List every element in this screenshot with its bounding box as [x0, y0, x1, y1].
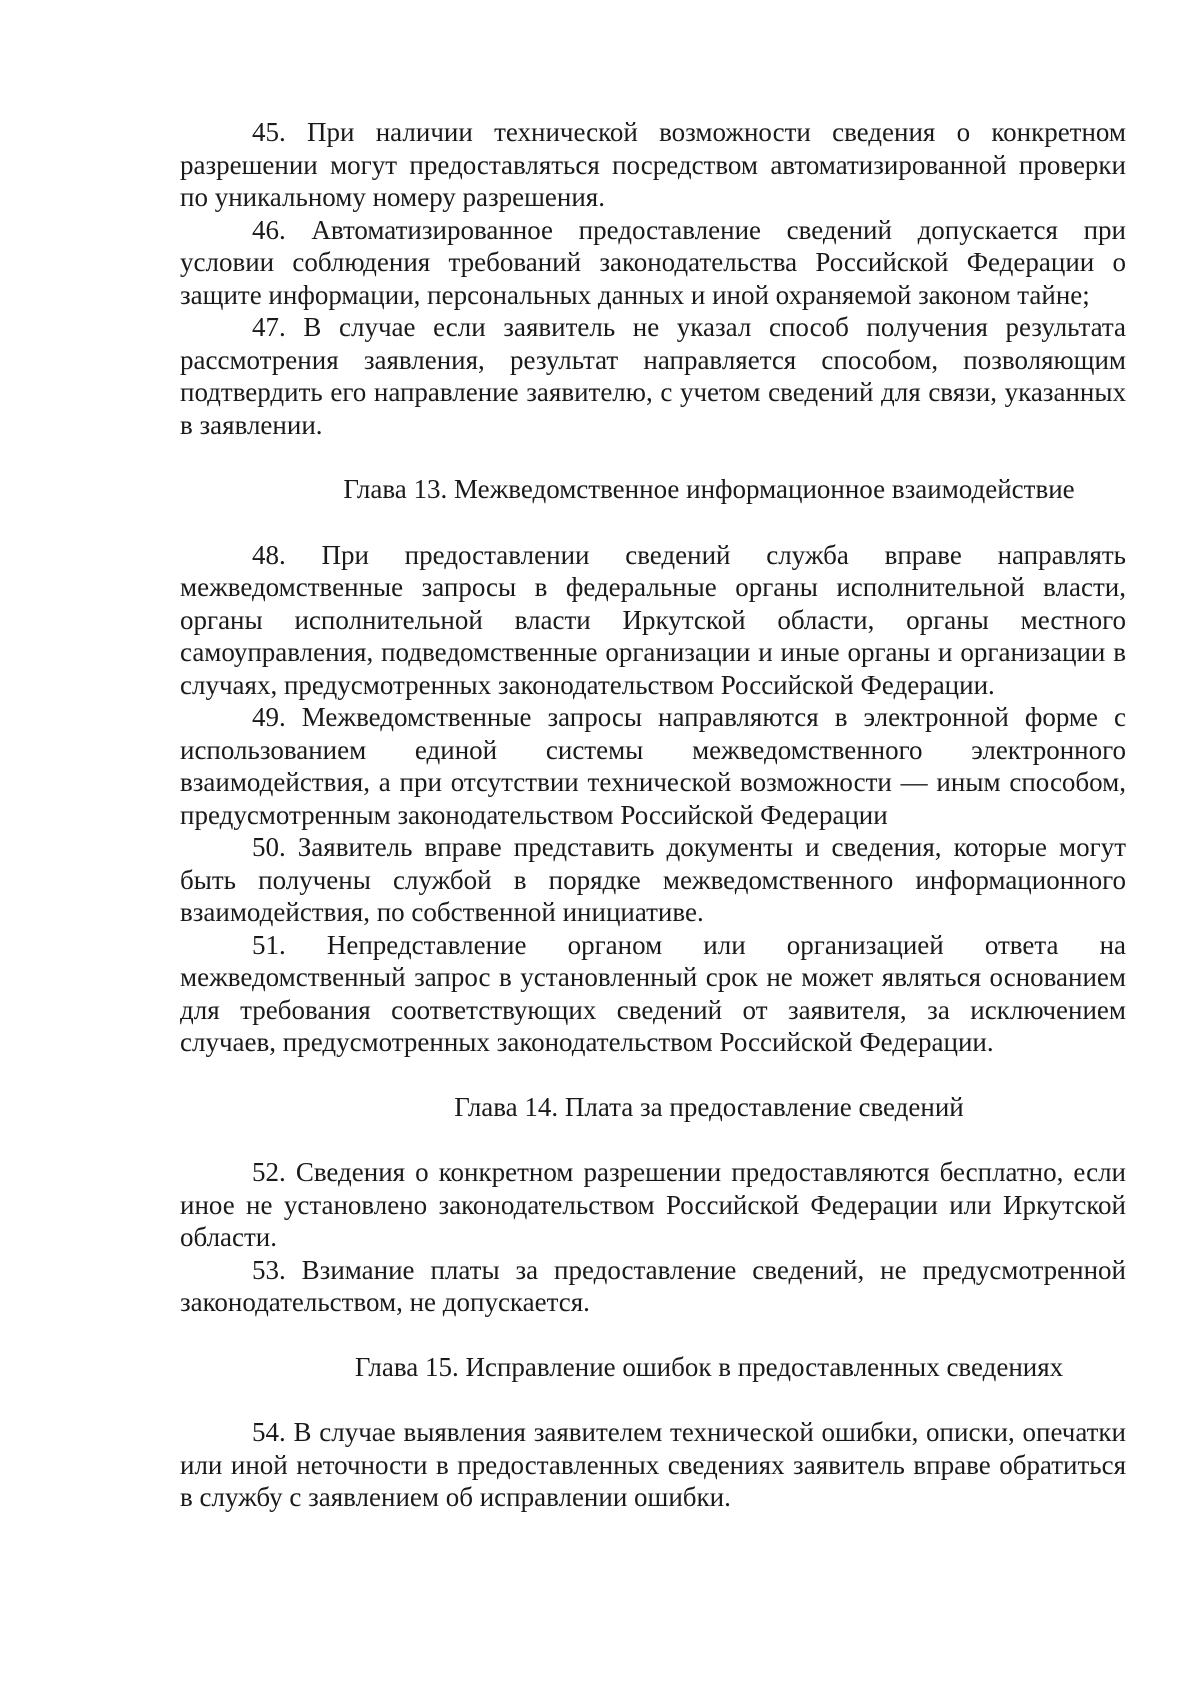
paragraph-48: 48. При предоставлении сведений служба вправе направлять межведомственные запросы в федеральные органы исполнительной власти, органы исполнительной власти Иркутской области, органы местного самоуправления, подведомственные организации и иные органы и организации в случаях, предусмотренных законодательством Российской Федерации.: [180, 539, 1126, 700]
paragraph-53: 53. Взимание платы за предоставление сведений, не предусмотренной законодательством, не допускается.: [180, 1254, 1126, 1317]
paragraph-54: 54. В случае выявления заявителем технической ошибки, описки, опечатки или иной неточности в предоставленных сведениях заявитель вправе обратиться в службу с заявлением об исправлении ошибки.: [180, 1417, 1126, 1512]
paragraph-52: 52. Сведения о конкретном разрешении предоставляются бесплатно, если иное не установлено законодательством Российской Федерации или Иркутской области.: [180, 1157, 1126, 1252]
chapter-15-heading: Глава 15. Исправление ошибок в предоставленных сведениях: [354, 1351, 1064, 1382]
paragraph-51: 51. Непредставление органом или организацией ответа на межведомственный запрос в установленный срок не может являться основанием для требования соответствующих сведений от заявителя, за исключением случаев, предусмотренных законодательством Российской Федерации.: [180, 929, 1126, 1057]
chapter-14-heading: Глава 14. Плата за предоставление сведений: [454, 1091, 964, 1122]
paragraph-45: 45. При наличии технической возможности сведения о конкретном разрешении могут предоставляться посредством автоматизированной проверки по уникальному номеру разрешения.: [180, 117, 1126, 212]
chapter-13-heading: Глава 13. Межведомственное информационное взаимодействие: [343, 474, 1075, 504]
paragraph-46: 46. Автоматизированное предоставление сведений допускается при условии соблюдения требований законодательства Российской Федерации о защите информации, персональных данных и иной охраняемой законом тайне;: [180, 214, 1126, 310]
paragraph-50: 50. Заявитель вправе представить документы и сведения, которые могут быть получены службой в порядке межведомственного информационного взаимодействия, по собственной инициативе.: [180, 832, 1126, 927]
paragraph-47: 47. В случае если заявитель не указал способ получения результата рассмотрения заявления, результат направляется способом, позволяющим подтвердить его направление заявителю, с учетом сведений для связи, указанных в заявлении.: [180, 312, 1126, 440]
paragraph-49: 49. Межведомственные запросы направляются в электронной форме с использованием единой системы межведомственного электронного взаимодействия, а при отсутствии технической возможности — иным способом, предусмотренным законодательством Российской Федерации: [180, 702, 1126, 830]
document-page: [180, 116, 1126, 1514]
